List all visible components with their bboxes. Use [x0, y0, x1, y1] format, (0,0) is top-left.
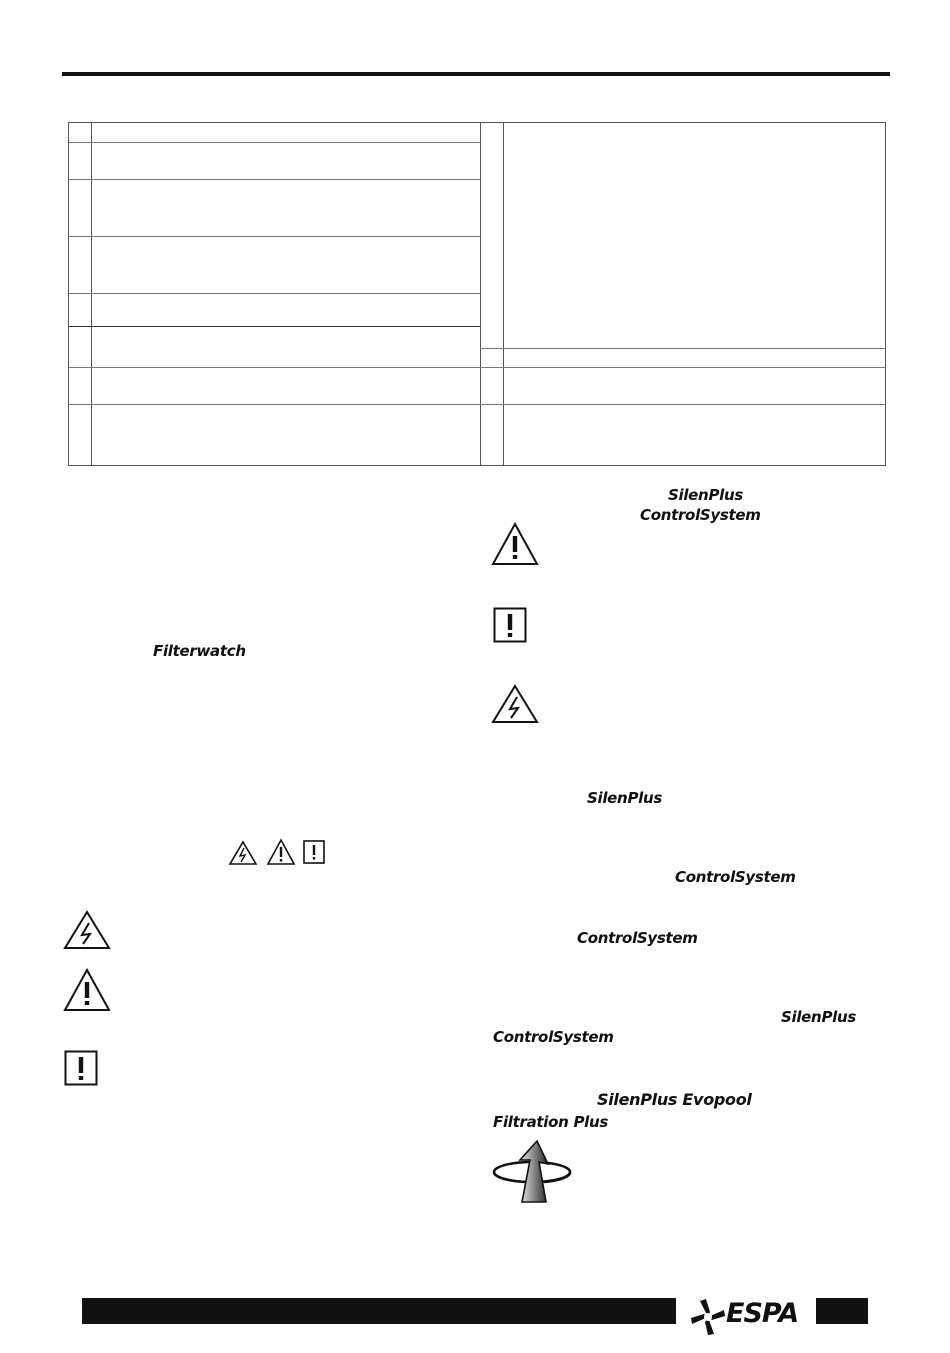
- brand-silenplus: SilenPlus: [781, 1008, 856, 1026]
- warning-triangle-icon: [490, 522, 540, 566]
- exclamation-box-icon: [493, 607, 527, 643]
- table-row-divider: [69, 367, 480, 368]
- brand-controlsystem: ControlSystem: [577, 929, 698, 947]
- electric-hazard-icon: [490, 684, 540, 724]
- table-row-divider: [69, 326, 480, 327]
- brand-silenplus: SilenPlus: [668, 486, 743, 504]
- table-row-divider: [69, 293, 480, 294]
- electric-hazard-icon: [62, 910, 112, 950]
- table-col-divider: [503, 123, 504, 465]
- spec-table: [68, 122, 886, 466]
- electric-hazard-icon: [228, 840, 258, 866]
- table-row-divider: [69, 236, 480, 237]
- brand-filtration-plus: Filtration Plus: [493, 1113, 608, 1131]
- brand-silenplus-evopool: SilenPlus Evopool: [597, 1090, 752, 1109]
- brand-controlsystem: ControlSystem: [640, 506, 761, 524]
- rotation-arrow-icon: [490, 1138, 580, 1204]
- table-col-divider: [480, 123, 481, 465]
- table-row-divider: [69, 179, 480, 180]
- espa-logo: [690, 1296, 810, 1336]
- table-col-divider: [91, 123, 92, 465]
- warning-triangle-icon: [62, 968, 112, 1012]
- brand-filterwatch: Filterwatch: [153, 642, 246, 660]
- table-row-divider: [480, 367, 886, 368]
- table-row-divider: [69, 404, 480, 405]
- exclamation-box-icon: [64, 1050, 98, 1086]
- warning-triangle-icon: [266, 838, 296, 866]
- exclamation-box-icon: [303, 840, 325, 864]
- table-row-divider: [480, 348, 886, 349]
- table-row-divider: [69, 142, 480, 143]
- table-row-divider: [480, 404, 886, 405]
- header-rule: [62, 72, 890, 76]
- espa-logo-icon: [690, 1298, 726, 1336]
- footer-page-bar: [816, 1298, 868, 1324]
- brand-controlsystem: ControlSystem: [675, 868, 796, 886]
- brand-silenplus: SilenPlus: [587, 789, 662, 807]
- footer-bar: [82, 1298, 676, 1324]
- espa-logo-text: ESPA: [726, 1298, 799, 1329]
- brand-controlsystem: ControlSystem: [493, 1028, 614, 1046]
